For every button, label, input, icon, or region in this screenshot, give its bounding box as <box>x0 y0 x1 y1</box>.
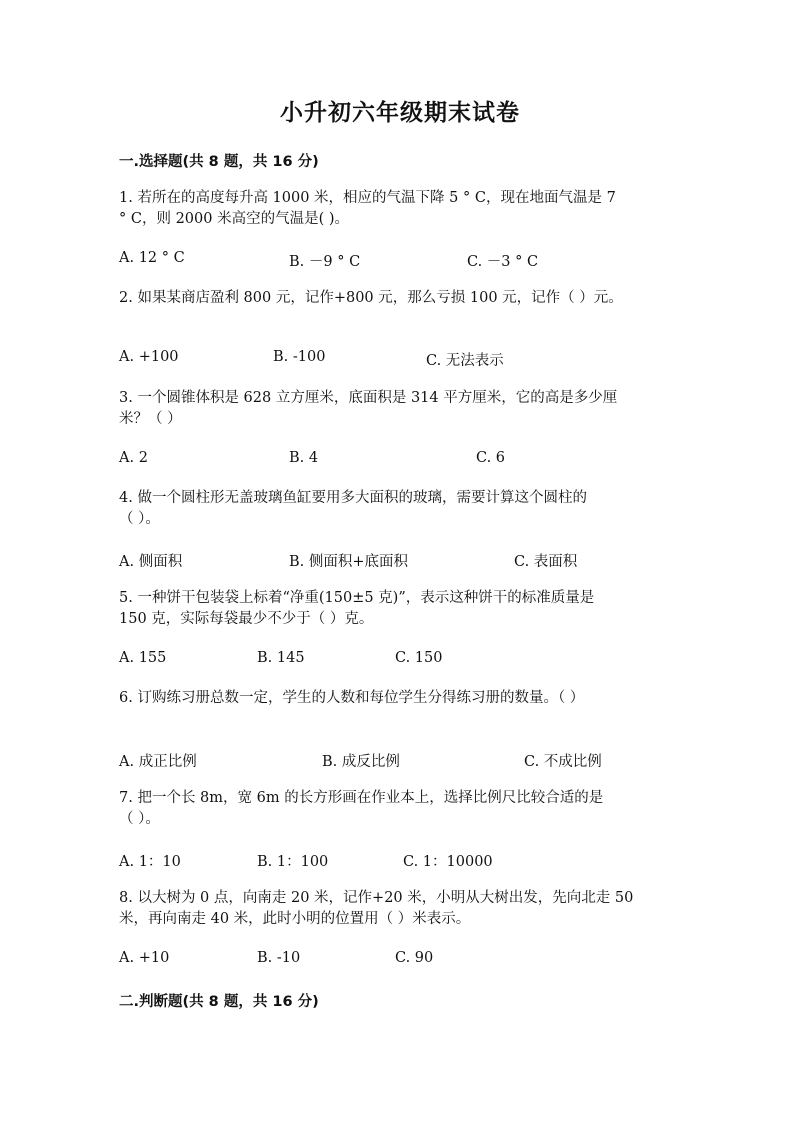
question-5-option-c: C. 150 <box>395 650 443 666</box>
question-3-option-b: B. 4 <box>289 450 319 466</box>
question-7-option-b: B. 1：100 <box>257 854 329 870</box>
question-7-line-1: 7. 把一个长 8m，宽 6m 的长方形画在作业本上，选择比例尺比较合适的是 <box>119 790 604 806</box>
section-heading-multiple-choice: 一.选择题(共 8 题，共 16 分) <box>119 154 319 170</box>
question-1-option-c: C. －3 ° C <box>467 254 539 270</box>
question-5-option-a: A. 155 <box>119 650 167 666</box>
question-3-option-a: A. 2 <box>119 450 148 466</box>
question-6-line-1: 6. 订购练习册总数一定，学生的人数和每位学生分得练习册的数量。（ ） <box>119 690 585 706</box>
question-8-option-c: C. 90 <box>395 950 434 966</box>
question-1-option-b: B. －9 ° C <box>289 254 361 270</box>
question-2 <box>119 288 674 309</box>
question-7 <box>119 788 674 830</box>
question-5-line-2: 150 克，实际每袋最少不少于（ ）克。 <box>119 611 374 627</box>
question-2-option-a: A. +100 <box>119 349 179 365</box>
question-1-option-a: A. 12 ° C <box>119 250 185 266</box>
question-6-option-a: A. 成正比例 <box>119 754 197 770</box>
question-6 <box>119 688 674 709</box>
question-8-option-a: A. +10 <box>119 950 170 966</box>
question-2-option-b: B. -100 <box>273 349 326 365</box>
question-7-option-c: C. 1：10000 <box>403 854 493 870</box>
question-3 <box>119 388 674 430</box>
page-title: 小升初六年级期末试卷 <box>280 100 520 126</box>
question-6-option-b: B. 成反比例 <box>322 754 400 770</box>
question-7-line-2: （ ）。 <box>119 811 160 827</box>
section-heading-true-false: 二.判断题(共 8 题，共 16 分) <box>119 994 319 1010</box>
question-3-option-c: C. 6 <box>476 450 506 466</box>
question-2-option-c: C. 无法表示 <box>426 353 504 369</box>
question-2-line-1: 2. 如果某商店盈利 800 元，记作+800 元，那么亏损 100 元，记作（ ）元。 <box>119 290 623 306</box>
question-7-option-a: A. 1：10 <box>119 854 181 870</box>
question-4-option-b: B. 侧面积+底面积 <box>289 554 409 570</box>
question-6-option-c: C. 不成比例 <box>524 754 602 770</box>
question-4-option-c: C. 表面积 <box>514 554 578 570</box>
question-5 <box>119 588 674 630</box>
question-8-line-2: 米，再向南走 40 米，此时小明的位置用（ ）米表示。 <box>119 911 471 927</box>
question-1 <box>119 188 674 230</box>
question-3-line-2: 米？（ ） <box>119 411 182 427</box>
question-1-line-2: ° C，则 2000 米高空的气温是( )。 <box>119 211 349 227</box>
question-5-option-b: B. 145 <box>257 650 305 666</box>
question-4-line-1: 4. 做一个圆柱形无盖玻璃鱼缸要用多大面积的玻璃，需要计算这个圆柱的 <box>119 490 587 506</box>
question-1-line-1: 1. 若所在的高度每升高 1000 米，相应的气温下降 5 ° C，现在地面气温是 7 <box>119 190 616 206</box>
question-8-option-b: B. -10 <box>257 950 301 966</box>
question-4-line-2: （ ）。 <box>119 511 160 527</box>
question-5-line-1: 5. 一种饼干包装袋上标着“净重(150±5 克)”，表示这种饼干的标准质量是 <box>119 590 595 606</box>
question-8 <box>119 888 674 930</box>
question-3-line-1: 3. 一个圆锥体积是 628 立方厘米，底面积是 314 平方厘米，它的高是多少厘 <box>119 390 618 406</box>
question-4-option-a: A. 侧面积 <box>119 554 183 570</box>
question-4 <box>119 488 674 530</box>
question-8-line-1: 8. 以大树为 0 点，向南走 20 米，记作+20 米，小明从大树出发，先向北走 50 <box>119 890 634 906</box>
